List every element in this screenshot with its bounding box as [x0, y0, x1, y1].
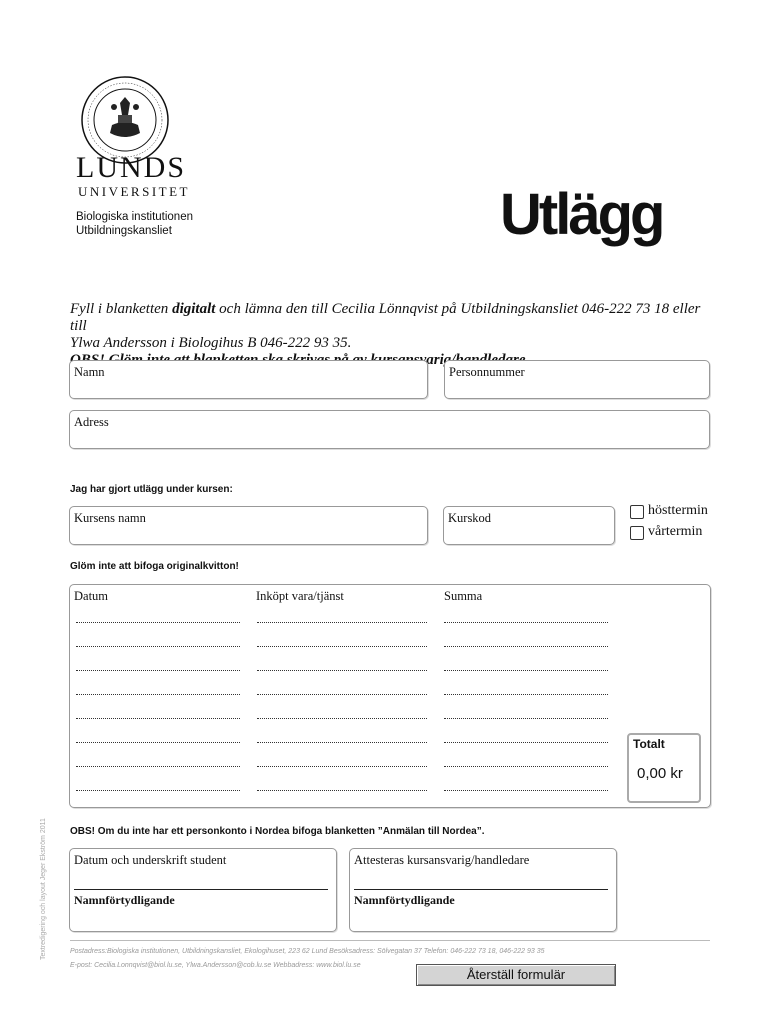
intro-line1-post: och lämna den till Cecilia Lönnqvist på Utbildningskansliet 046-222 73 18 eller till — [70, 301, 701, 334]
receipt-sum-line[interactable] — [444, 718, 608, 719]
receipt-sum-line[interactable] — [444, 742, 608, 743]
receipt-date-line[interactable] — [76, 718, 240, 719]
instructions — [70, 301, 710, 369]
intro-line2: Ylwa Andersson i Biologihus B 046-222 93 35. — [70, 335, 352, 351]
credit-vertical: Textredigering och layout Jeger Ekström 2011 — [40, 818, 47, 960]
total-box — [627, 733, 701, 803]
department-line2: Utbildningskansliet — [76, 225, 172, 237]
footer-address: Postadress:Biologiska institutionen, Utbildningskansliet, Ekologihuset, 223 62 Lund Besöksadress: Sölvegatan 37 Telefon: 046-222 73 18, 046-222 93 35 — [70, 948, 545, 955]
name-field[interactable] — [69, 360, 428, 399]
receipt-item-line[interactable] — [257, 646, 427, 647]
autumn-term-label: hösttermin — [648, 503, 708, 518]
intro-emphasis: digitalt — [172, 301, 216, 317]
student-signature-label: Datum och underskrift student — [74, 853, 227, 867]
receipt-date-line[interactable] — [76, 670, 240, 671]
footer-contact: E-post: Cecilia.Lonnqvist@biol.lu.se, Ylwa.Andersson@cob.lu.se Webbadress: www.biol.lu.se — [70, 962, 361, 969]
receipt-item-line[interactable] — [257, 670, 427, 671]
attest-signature-field[interactable] — [349, 848, 617, 932]
address-field[interactable] — [69, 410, 710, 449]
nordea-note: OBS! Om du inte har ett personkonto i Nordea bifoga blanketten ”Anmälan till Nordea”. — [70, 826, 485, 837]
department — [76, 210, 193, 238]
reset-form-button[interactable]: Återställ formulär — [416, 964, 616, 986]
course-name-field[interactable] — [69, 506, 428, 545]
course-code-field[interactable] — [443, 506, 615, 545]
receipt-date-line[interactable] — [76, 742, 240, 743]
receipt-sum-line[interactable] — [444, 694, 608, 695]
receipt-date-line[interactable] — [76, 790, 240, 791]
column-sum: Summa — [444, 589, 483, 603]
total-value: 0,00 kr — [637, 765, 683, 782]
logo-subtitle: UNIVERSITET — [78, 184, 190, 199]
receipt-sum-line[interactable] — [444, 766, 608, 767]
receipt-item-line[interactable] — [257, 694, 427, 695]
intro-line1-pre: Fyll i blanketten — [70, 301, 173, 317]
attest-clarification-label: Namnförtydligande — [354, 893, 455, 907]
course-name-label: Kursens namn — [74, 511, 146, 525]
personnummer-label: Personnummer — [449, 365, 525, 379]
student-signature-field[interactable] — [69, 848, 337, 932]
total-label: Totalt — [633, 737, 665, 751]
logo-name: LUNDS — [76, 151, 187, 184]
personnummer-field[interactable] — [444, 360, 710, 399]
receipt-item-line[interactable] — [257, 622, 427, 623]
receipt-date-line[interactable] — [76, 766, 240, 767]
receipt-date-line[interactable] — [76, 646, 240, 647]
receipts-table — [69, 584, 711, 808]
student-clarification-label: Namnförtydligande — [74, 893, 175, 907]
course-heading: Jag har gjort utlägg under kursen: — [70, 484, 233, 495]
receipt-date-line[interactable] — [76, 622, 240, 623]
page-title: Utlägg — [500, 182, 663, 247]
column-date: Datum — [74, 589, 109, 603]
receipt-item-line[interactable] — [257, 718, 427, 719]
signature-line — [74, 889, 328, 890]
footer-divider — [70, 940, 710, 941]
receipt-item-line[interactable] — [257, 766, 427, 767]
receipts-heading: Glöm inte att bifoga originalkvitton! — [70, 561, 239, 572]
spring-term-label: vårtermin — [648, 524, 703, 539]
address-label: Adress — [74, 415, 109, 429]
autumn-term-checkbox[interactable] — [630, 505, 644, 519]
receipt-sum-line[interactable] — [444, 790, 608, 791]
receipt-sum-line[interactable] — [444, 622, 608, 623]
course-code-label: Kurskod — [448, 511, 492, 525]
receipt-sum-line[interactable] — [444, 646, 608, 647]
receipt-sum-line[interactable] — [444, 670, 608, 671]
name-label: Namn — [74, 365, 105, 379]
department-line1: Biologiska institutionen — [76, 211, 193, 223]
receipt-item-line[interactable] — [257, 742, 427, 743]
receipt-item-line[interactable] — [257, 790, 427, 791]
column-item: Inköpt vara/tjänst — [256, 589, 344, 603]
attest-signature-label: Attesteras kursansvarig/handledare — [354, 853, 530, 867]
attest-line — [354, 889, 608, 890]
spring-term-checkbox[interactable] — [630, 526, 644, 540]
receipt-date-line[interactable] — [76, 694, 240, 695]
